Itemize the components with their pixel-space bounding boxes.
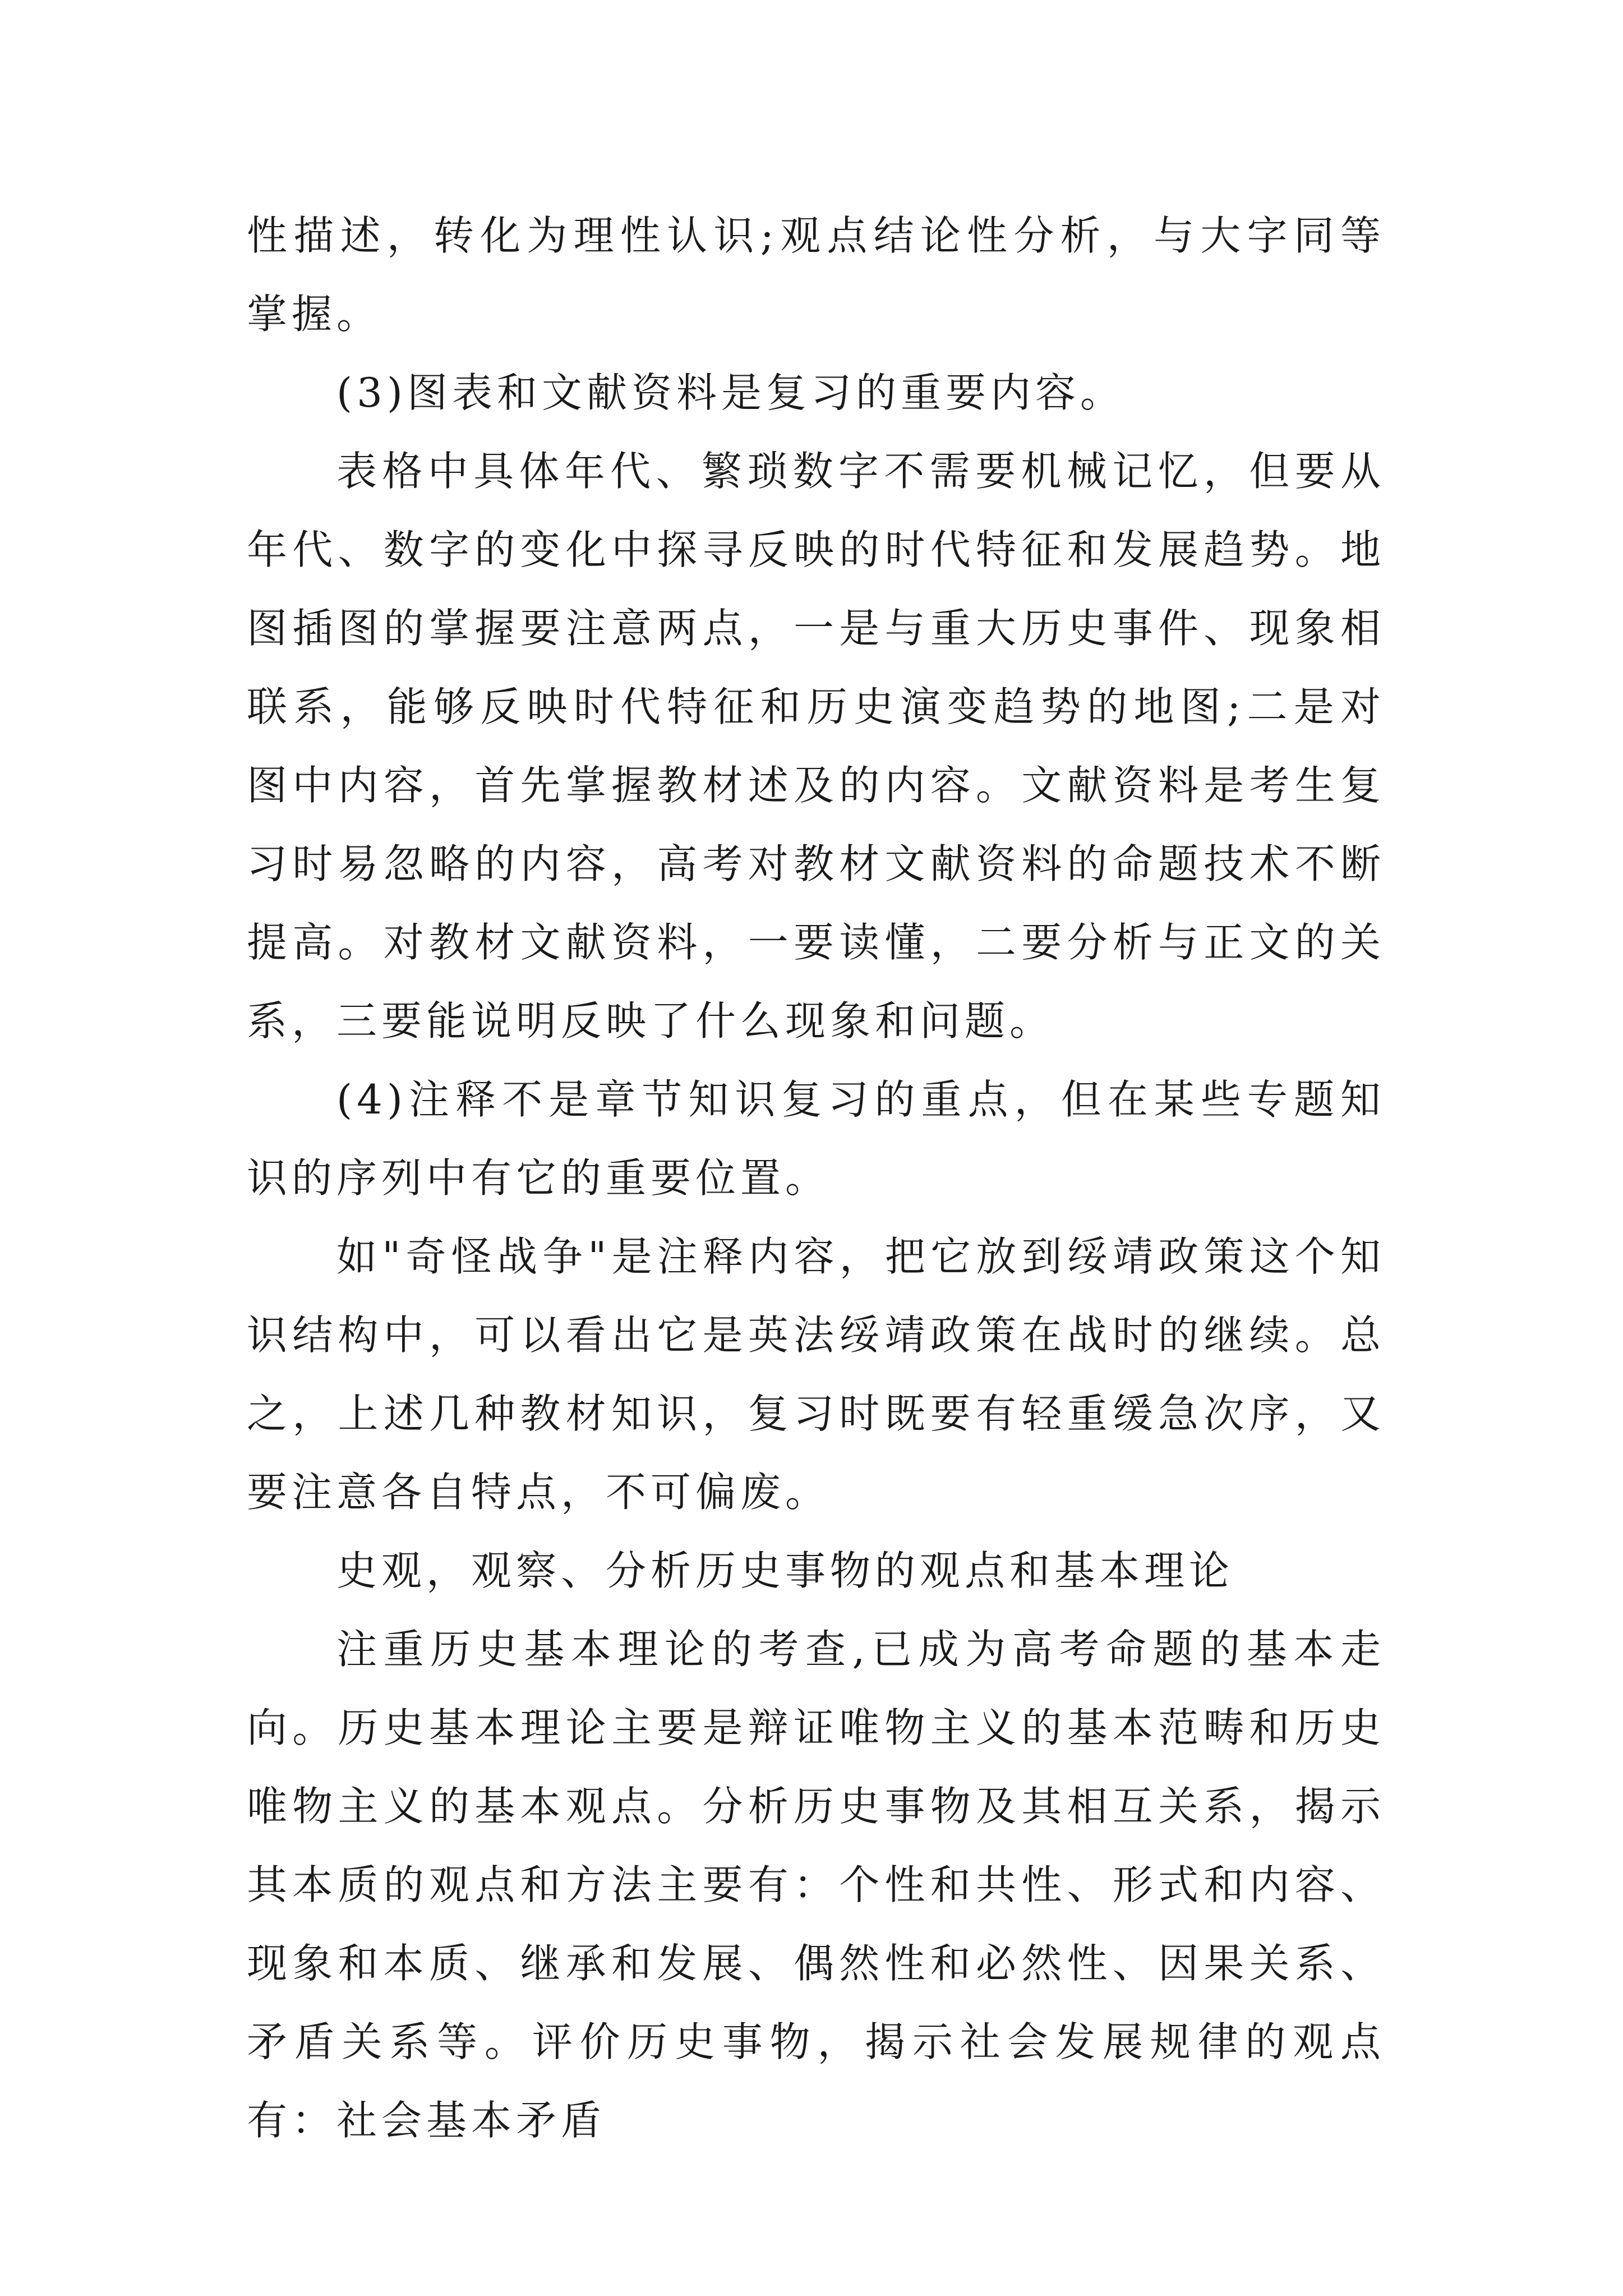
paragraph-basic-theory: 注重历史基本理论的考查,已成为高考命题的基本走向。历史基本理论主要是辩证唯物主义的基本范畴和历史唯物主义的基本观点。分析历史事物及其相互关系，揭示其本质的观点和方法主要有：个性和共性、形式和内容、现象和本质、继承和发展、偶然性和必然性、因果关系、矛盾关系等。评价历史事物，揭示社会发展规律的观点有：社会基本矛盾 bbox=[247, 1626, 1385, 2144]
paragraph-phoney-war-example: 如"奇怪战争"是注释内容，把它放到绥靖政策这个知识结构中，可以看出它是英法绥靖政策在战时的继续。总之，上述几种教材知识，复习时既要有轻重缓急次序，又要注意各自特点，不可偏废。 bbox=[247, 1233, 1385, 1516]
paragraph-historical-view-heading: 史观，观察、分析历史事物的观点和基本理论 bbox=[336, 1547, 1234, 1594]
paragraph-section-4-heading: (4)注释不是章节知识复习的重点，但在某些专题知识的序列中有它的重要位置。 bbox=[247, 1076, 1385, 1202]
paragraph-section-3-heading: (3)图表和文献资料是复习的重要内容。 bbox=[336, 369, 1125, 416]
paragraph-continuation: 性描述，转化为理性认识;观点结论性分析，与大字同等掌握。 bbox=[247, 212, 1385, 338]
document-body bbox=[247, 196, 1385, 2160]
paragraph-charts-and-documents: 表格中具体年代、繁琐数字不需要机械记忆，但要从年代、数字的变化中探寻反映的时代特征和发展趋势。地图插图的掌握要注意两点，一是与重大历史事件、现象相联系，能够反映时代特征和历史演变趋势的地图;二是对图中内容，首先掌握教材述及的内容。文献资料是考生复习时易忽略的内容，高考对教材文献资料的命题技术不断提高。对教材文献资料，一要读懂，二要分析与正文的关系，三要能说明反映了什么现象和问题。 bbox=[247, 448, 1385, 1045]
